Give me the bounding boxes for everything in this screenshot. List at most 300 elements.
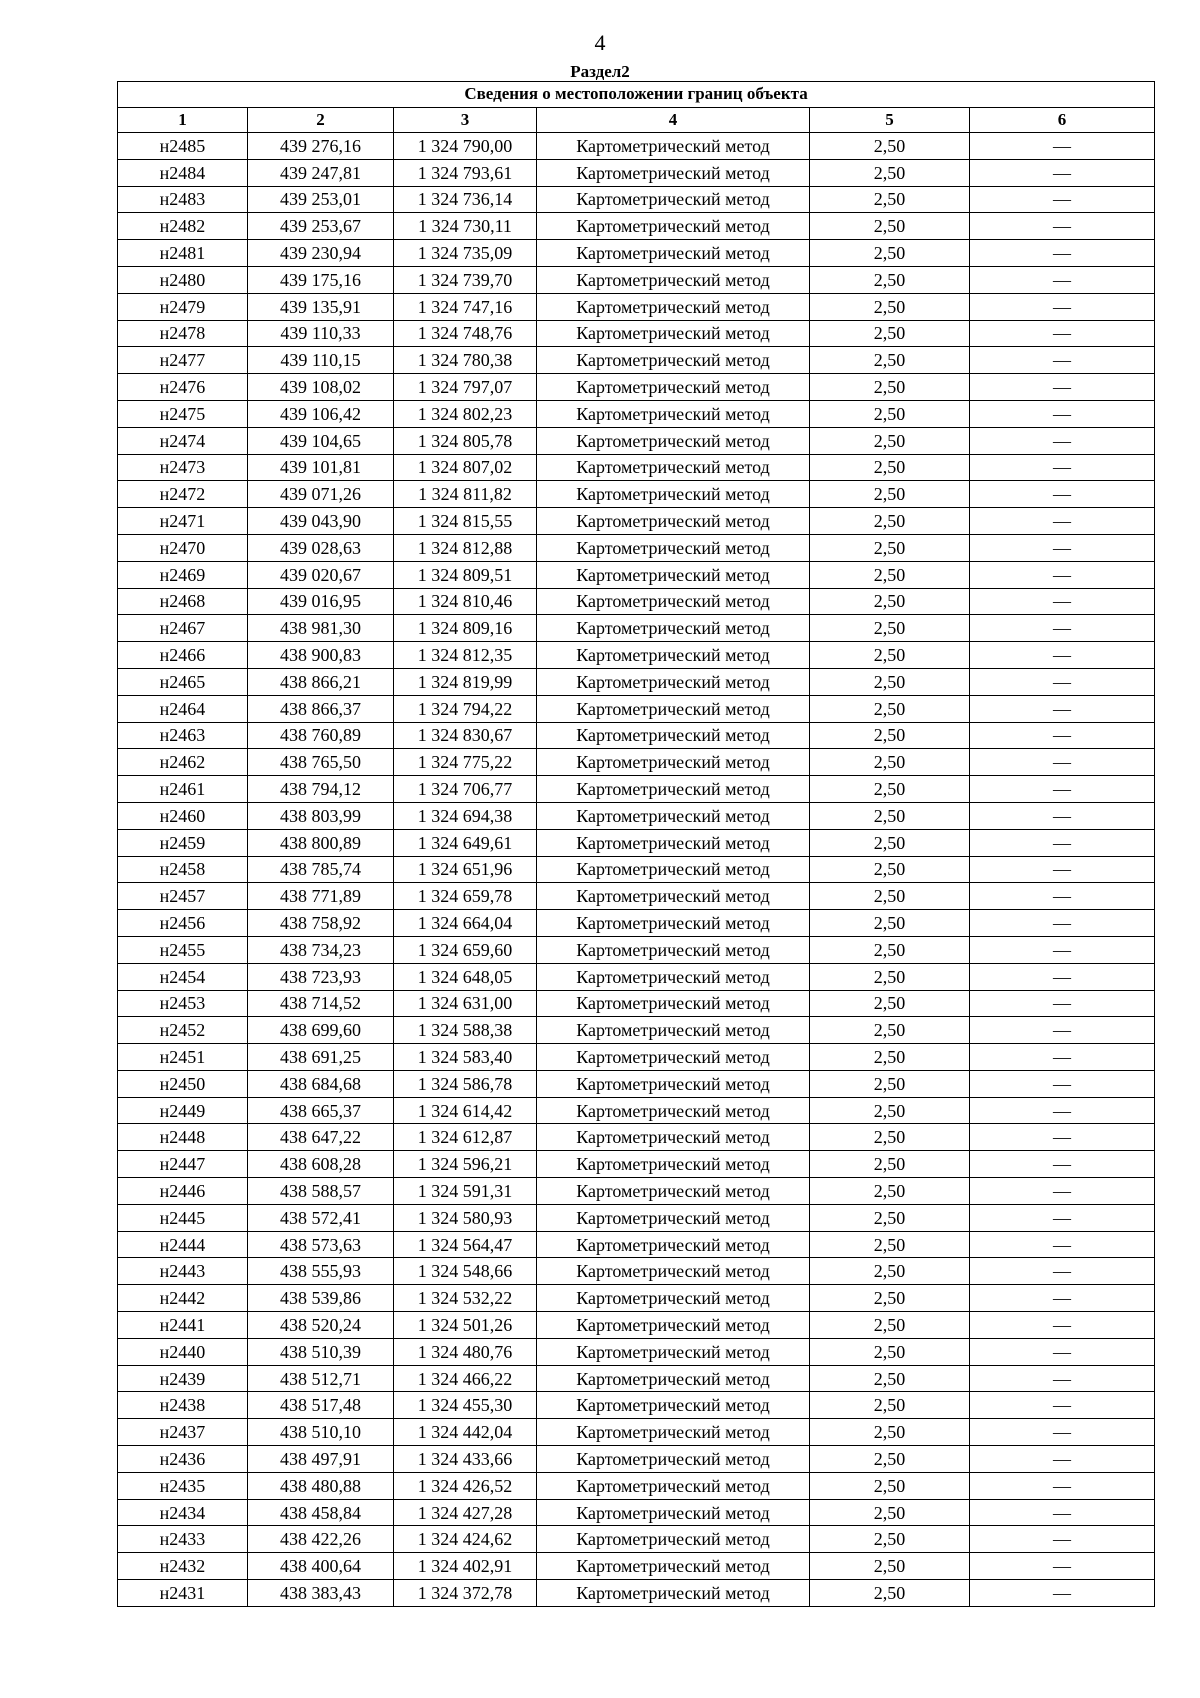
y-coordinate-cell: 1 324 797,07 xyxy=(394,374,537,401)
description-cell: — xyxy=(970,1392,1155,1419)
table-row xyxy=(118,1392,1155,1419)
accuracy-cell: 2,50 xyxy=(810,802,970,829)
x-coordinate-cell: 438 497,91 xyxy=(248,1446,394,1473)
point-id-cell: н2462 xyxy=(118,749,248,776)
point-id-cell: н2445 xyxy=(118,1204,248,1231)
accuracy-cell: 2,50 xyxy=(810,668,970,695)
x-coordinate-cell: 438 760,89 xyxy=(248,722,394,749)
y-coordinate-cell: 1 324 730,11 xyxy=(394,213,537,240)
point-id-cell: н2442 xyxy=(118,1285,248,1312)
description-cell: — xyxy=(970,776,1155,803)
y-coordinate-cell: 1 324 811,82 xyxy=(394,481,537,508)
x-coordinate-cell: 439 108,02 xyxy=(248,374,394,401)
accuracy-cell: 2,50 xyxy=(810,561,970,588)
method-cell: Картометрический метод xyxy=(537,1044,810,1071)
method-cell: Картометрический метод xyxy=(537,159,810,186)
point-id-cell: н2484 xyxy=(118,159,248,186)
point-id-cell: н2431 xyxy=(118,1580,248,1607)
x-coordinate-cell: 438 800,89 xyxy=(248,829,394,856)
description-cell: — xyxy=(970,1553,1155,1580)
point-id-cell: н2476 xyxy=(118,374,248,401)
section-title: Раздел2 xyxy=(570,62,630,81)
method-cell: Картометрический метод xyxy=(537,615,810,642)
column-header: 6 xyxy=(970,107,1155,133)
description-cell: — xyxy=(970,454,1155,481)
x-coordinate-cell: 438 691,25 xyxy=(248,1044,394,1071)
description-cell: — xyxy=(970,1365,1155,1392)
y-coordinate-cell: 1 324 805,78 xyxy=(394,427,537,454)
table-row xyxy=(118,749,1155,776)
description-cell: — xyxy=(970,1285,1155,1312)
accuracy-cell: 2,50 xyxy=(810,374,970,401)
accuracy-cell: 2,50 xyxy=(810,642,970,669)
method-cell: Картометрический метод xyxy=(537,802,810,829)
table-row xyxy=(118,963,1155,990)
y-coordinate-cell: 1 324 427,28 xyxy=(394,1499,537,1526)
description-cell: — xyxy=(970,427,1155,454)
y-coordinate-cell: 1 324 775,22 xyxy=(394,749,537,776)
y-coordinate-cell: 1 324 651,96 xyxy=(394,856,537,883)
y-coordinate-cell: 1 324 794,22 xyxy=(394,695,537,722)
accuracy-cell: 2,50 xyxy=(810,481,970,508)
point-id-cell: н2468 xyxy=(118,588,248,615)
method-cell: Картометрический метод xyxy=(537,1017,810,1044)
y-coordinate-cell: 1 324 748,76 xyxy=(394,320,537,347)
y-coordinate-cell: 1 324 809,16 xyxy=(394,615,537,642)
method-cell: Картометрический метод xyxy=(537,668,810,695)
table-row xyxy=(118,1580,1155,1607)
method-cell: Картометрический метод xyxy=(537,1553,810,1580)
accuracy-cell: 2,50 xyxy=(810,1178,970,1205)
column-number-row xyxy=(118,107,1155,133)
y-coordinate-cell: 1 324 747,16 xyxy=(394,293,537,320)
method-cell: Картометрический метод xyxy=(537,1499,810,1526)
description-cell: — xyxy=(970,668,1155,695)
x-coordinate-cell: 438 588,57 xyxy=(248,1178,394,1205)
description-cell: — xyxy=(970,1526,1155,1553)
x-coordinate-cell: 439 028,63 xyxy=(248,534,394,561)
method-cell: Картометрический метод xyxy=(537,1178,810,1205)
accuracy-cell: 2,50 xyxy=(810,1258,970,1285)
description-cell: — xyxy=(970,159,1155,186)
accuracy-cell: 2,50 xyxy=(810,1070,970,1097)
method-cell: Картометрический метод xyxy=(537,1365,810,1392)
accuracy-cell: 2,50 xyxy=(810,910,970,937)
method-cell: Картометрический метод xyxy=(537,1124,810,1151)
x-coordinate-cell: 439 110,15 xyxy=(248,347,394,374)
description-cell: — xyxy=(970,883,1155,910)
y-coordinate-cell: 1 324 790,00 xyxy=(394,133,537,160)
point-id-cell: н2479 xyxy=(118,293,248,320)
accuracy-cell: 2,50 xyxy=(810,695,970,722)
y-coordinate-cell: 1 324 614,42 xyxy=(394,1097,537,1124)
accuracy-cell: 2,50 xyxy=(810,936,970,963)
description-cell: — xyxy=(970,722,1155,749)
x-coordinate-cell: 438 520,24 xyxy=(248,1312,394,1339)
accuracy-cell: 2,50 xyxy=(810,1472,970,1499)
description-cell: — xyxy=(970,561,1155,588)
table-row xyxy=(118,776,1155,803)
method-cell: Картометрический метод xyxy=(537,1231,810,1258)
x-coordinate-cell: 439 104,65 xyxy=(248,427,394,454)
accuracy-cell: 2,50 xyxy=(810,1526,970,1553)
method-cell: Картометрический метод xyxy=(537,1285,810,1312)
y-coordinate-cell: 1 324 815,55 xyxy=(394,508,537,535)
table-row xyxy=(118,186,1155,213)
table-row xyxy=(118,883,1155,910)
table-body xyxy=(118,133,1155,1607)
method-cell: Картометрический метод xyxy=(537,1151,810,1178)
x-coordinate-cell: 439 071,26 xyxy=(248,481,394,508)
column-header: 5 xyxy=(810,107,970,133)
accuracy-cell: 2,50 xyxy=(810,883,970,910)
accuracy-cell: 2,50 xyxy=(810,159,970,186)
accuracy-cell: 2,50 xyxy=(810,1392,970,1419)
point-id-cell: н2474 xyxy=(118,427,248,454)
table-row xyxy=(118,1419,1155,1446)
x-coordinate-cell: 438 647,22 xyxy=(248,1124,394,1151)
column-header: 3 xyxy=(394,107,537,133)
description-cell: — xyxy=(970,1499,1155,1526)
method-cell: Картометрический метод xyxy=(537,1338,810,1365)
point-id-cell: н2456 xyxy=(118,910,248,937)
point-id-cell: н2441 xyxy=(118,1312,248,1339)
method-cell: Картометрический метод xyxy=(537,829,810,856)
method-cell: Картометрический метод xyxy=(537,749,810,776)
y-coordinate-cell: 1 324 583,40 xyxy=(394,1044,537,1071)
description-cell: — xyxy=(970,1124,1155,1151)
accuracy-cell: 2,50 xyxy=(810,1365,970,1392)
point-id-cell: н2483 xyxy=(118,186,248,213)
table-row xyxy=(118,293,1155,320)
accuracy-cell: 2,50 xyxy=(810,1553,970,1580)
y-coordinate-cell: 1 324 810,46 xyxy=(394,588,537,615)
point-id-cell: н2467 xyxy=(118,615,248,642)
accuracy-cell: 2,50 xyxy=(810,1124,970,1151)
point-id-cell: н2459 xyxy=(118,829,248,856)
point-id-cell: н2482 xyxy=(118,213,248,240)
point-id-cell: н2457 xyxy=(118,883,248,910)
y-coordinate-cell: 1 324 694,38 xyxy=(394,802,537,829)
accuracy-cell: 2,50 xyxy=(810,1097,970,1124)
description-cell: — xyxy=(970,266,1155,293)
x-coordinate-cell: 438 765,50 xyxy=(248,749,394,776)
description-cell: — xyxy=(970,240,1155,267)
y-coordinate-cell: 1 324 548,66 xyxy=(394,1258,537,1285)
x-coordinate-cell: 438 400,64 xyxy=(248,1553,394,1580)
description-cell: — xyxy=(970,347,1155,374)
point-id-cell: н2475 xyxy=(118,400,248,427)
description-cell: — xyxy=(970,615,1155,642)
x-coordinate-cell: 438 758,92 xyxy=(248,910,394,937)
table-caption-row xyxy=(118,82,1155,108)
point-id-cell: н2473 xyxy=(118,454,248,481)
table-row xyxy=(118,695,1155,722)
y-coordinate-cell: 1 324 564,47 xyxy=(394,1231,537,1258)
accuracy-cell: 2,50 xyxy=(810,1044,970,1071)
table-row xyxy=(118,722,1155,749)
x-coordinate-cell: 438 981,30 xyxy=(248,615,394,642)
description-cell: — xyxy=(970,963,1155,990)
accuracy-cell: 2,50 xyxy=(810,186,970,213)
table-row xyxy=(118,561,1155,588)
y-coordinate-cell: 1 324 735,09 xyxy=(394,240,537,267)
method-cell: Картометрический метод xyxy=(537,508,810,535)
x-coordinate-cell: 439 101,81 xyxy=(248,454,394,481)
table-row xyxy=(118,668,1155,695)
y-coordinate-cell: 1 324 809,51 xyxy=(394,561,537,588)
accuracy-cell: 2,50 xyxy=(810,1338,970,1365)
y-coordinate-cell: 1 324 807,02 xyxy=(394,454,537,481)
accuracy-cell: 2,50 xyxy=(810,963,970,990)
table-row xyxy=(118,1151,1155,1178)
description-cell: — xyxy=(970,1204,1155,1231)
point-id-cell: н2439 xyxy=(118,1365,248,1392)
table-row xyxy=(118,802,1155,829)
method-cell: Картометрический метод xyxy=(537,1070,810,1097)
y-coordinate-cell: 1 324 736,14 xyxy=(394,186,537,213)
accuracy-cell: 2,50 xyxy=(810,266,970,293)
method-cell: Картометрический метод xyxy=(537,561,810,588)
point-id-cell: н2471 xyxy=(118,508,248,535)
method-cell: Картометрический метод xyxy=(537,1204,810,1231)
y-coordinate-cell: 1 324 480,76 xyxy=(394,1338,537,1365)
x-coordinate-cell: 438 539,86 xyxy=(248,1285,394,1312)
table-row xyxy=(118,1258,1155,1285)
x-coordinate-cell: 438 900,83 xyxy=(248,642,394,669)
y-coordinate-cell: 1 324 424,62 xyxy=(394,1526,537,1553)
table-row xyxy=(118,615,1155,642)
point-id-cell: н2472 xyxy=(118,481,248,508)
y-coordinate-cell: 1 324 466,22 xyxy=(394,1365,537,1392)
accuracy-cell: 2,50 xyxy=(810,320,970,347)
description-cell: — xyxy=(970,990,1155,1017)
method-cell: Картометрический метод xyxy=(537,722,810,749)
method-cell: Картометрический метод xyxy=(537,374,810,401)
method-cell: Картометрический метод xyxy=(537,883,810,910)
accuracy-cell: 2,50 xyxy=(810,1151,970,1178)
description-cell: — xyxy=(970,1446,1155,1473)
method-cell: Картометрический метод xyxy=(537,400,810,427)
description-cell: — xyxy=(970,1178,1155,1205)
point-id-cell: н2481 xyxy=(118,240,248,267)
x-coordinate-cell: 439 230,94 xyxy=(248,240,394,267)
x-coordinate-cell: 438 803,99 xyxy=(248,802,394,829)
x-coordinate-cell: 438 555,93 xyxy=(248,1258,394,1285)
y-coordinate-cell: 1 324 596,21 xyxy=(394,1151,537,1178)
point-id-cell: н2466 xyxy=(118,642,248,669)
y-coordinate-cell: 1 324 664,04 xyxy=(394,910,537,937)
y-coordinate-cell: 1 324 372,78 xyxy=(394,1580,537,1607)
description-cell: — xyxy=(970,1231,1155,1258)
y-coordinate-cell: 1 324 659,78 xyxy=(394,883,537,910)
table-row xyxy=(118,481,1155,508)
column-header: 4 xyxy=(537,107,810,133)
y-coordinate-cell: 1 324 588,38 xyxy=(394,1017,537,1044)
x-coordinate-cell: 439 135,91 xyxy=(248,293,394,320)
y-coordinate-cell: 1 324 580,93 xyxy=(394,1204,537,1231)
description-cell: — xyxy=(970,213,1155,240)
point-id-cell: н2485 xyxy=(118,133,248,160)
table-row xyxy=(118,374,1155,401)
accuracy-cell: 2,50 xyxy=(810,776,970,803)
description-cell: — xyxy=(970,829,1155,856)
point-id-cell: н2436 xyxy=(118,1446,248,1473)
x-coordinate-cell: 439 175,16 xyxy=(248,266,394,293)
y-coordinate-cell: 1 324 706,77 xyxy=(394,776,537,803)
point-id-cell: н2449 xyxy=(118,1097,248,1124)
description-cell: — xyxy=(970,1017,1155,1044)
point-id-cell: н2432 xyxy=(118,1553,248,1580)
x-coordinate-cell: 439 276,16 xyxy=(248,133,394,160)
point-id-cell: н2451 xyxy=(118,1044,248,1071)
description-cell: — xyxy=(970,695,1155,722)
table-row xyxy=(118,1285,1155,1312)
x-coordinate-cell: 438 771,89 xyxy=(248,883,394,910)
description-cell: — xyxy=(970,400,1155,427)
method-cell: Картометрический метод xyxy=(537,186,810,213)
page-number: 4 xyxy=(594,30,606,55)
accuracy-cell: 2,50 xyxy=(810,213,970,240)
accuracy-cell: 2,50 xyxy=(810,427,970,454)
table-row xyxy=(118,1070,1155,1097)
point-id-cell: н2478 xyxy=(118,320,248,347)
x-coordinate-cell: 439 253,01 xyxy=(248,186,394,213)
point-id-cell: н2480 xyxy=(118,266,248,293)
accuracy-cell: 2,50 xyxy=(810,615,970,642)
x-coordinate-cell: 438 573,63 xyxy=(248,1231,394,1258)
accuracy-cell: 2,50 xyxy=(810,1499,970,1526)
description-cell: — xyxy=(970,1419,1155,1446)
y-coordinate-cell: 1 324 433,66 xyxy=(394,1446,537,1473)
point-id-cell: н2477 xyxy=(118,347,248,374)
x-coordinate-cell: 438 480,88 xyxy=(248,1472,394,1499)
table-row xyxy=(118,856,1155,883)
x-coordinate-cell: 438 785,74 xyxy=(248,856,394,883)
x-coordinate-cell: 438 383,43 xyxy=(248,1580,394,1607)
table-row xyxy=(118,1338,1155,1365)
table-row xyxy=(118,213,1155,240)
point-id-cell: н2446 xyxy=(118,1178,248,1205)
description-cell: — xyxy=(970,642,1155,669)
method-cell: Картометрический метод xyxy=(537,1392,810,1419)
point-id-cell: н2461 xyxy=(118,776,248,803)
accuracy-cell: 2,50 xyxy=(810,293,970,320)
x-coordinate-cell: 439 110,33 xyxy=(248,320,394,347)
method-cell: Картометрический метод xyxy=(537,963,810,990)
table-row xyxy=(118,240,1155,267)
table-row xyxy=(118,990,1155,1017)
table-row xyxy=(118,320,1155,347)
accuracy-cell: 2,50 xyxy=(810,588,970,615)
table-row xyxy=(118,1124,1155,1151)
point-id-cell: н2465 xyxy=(118,668,248,695)
table-row xyxy=(118,829,1155,856)
y-coordinate-cell: 1 324 612,87 xyxy=(394,1124,537,1151)
y-coordinate-cell: 1 324 442,04 xyxy=(394,1419,537,1446)
accuracy-cell: 2,50 xyxy=(810,454,970,481)
method-cell: Картометрический метод xyxy=(537,320,810,347)
method-cell: Картометрический метод xyxy=(537,642,810,669)
x-coordinate-cell: 439 247,81 xyxy=(248,159,394,186)
y-coordinate-cell: 1 324 812,88 xyxy=(394,534,537,561)
description-cell: — xyxy=(970,508,1155,535)
accuracy-cell: 2,50 xyxy=(810,990,970,1017)
description-cell: — xyxy=(970,293,1155,320)
x-coordinate-cell: 438 572,41 xyxy=(248,1204,394,1231)
x-coordinate-cell: 439 016,95 xyxy=(248,588,394,615)
table-row xyxy=(118,427,1155,454)
description-cell: — xyxy=(970,133,1155,160)
point-id-cell: н2444 xyxy=(118,1231,248,1258)
description-cell: — xyxy=(970,1312,1155,1339)
y-coordinate-cell: 1 324 812,35 xyxy=(394,642,537,669)
boundary-coordinates-table xyxy=(117,81,1155,1607)
method-cell: Картометрический метод xyxy=(537,1419,810,1446)
accuracy-cell: 2,50 xyxy=(810,1017,970,1044)
table-row xyxy=(118,1472,1155,1499)
table-row xyxy=(118,534,1155,561)
description-cell: — xyxy=(970,1472,1155,1499)
point-id-cell: н2440 xyxy=(118,1338,248,1365)
table-row xyxy=(118,347,1155,374)
method-cell: Картометрический метод xyxy=(537,1312,810,1339)
description-cell: — xyxy=(970,534,1155,561)
table-row xyxy=(118,266,1155,293)
y-coordinate-cell: 1 324 780,38 xyxy=(394,347,537,374)
x-coordinate-cell: 438 866,37 xyxy=(248,695,394,722)
description-cell: — xyxy=(970,588,1155,615)
table-row xyxy=(118,1553,1155,1580)
point-id-cell: н2433 xyxy=(118,1526,248,1553)
description-cell: — xyxy=(970,320,1155,347)
x-coordinate-cell: 438 517,48 xyxy=(248,1392,394,1419)
point-id-cell: н2454 xyxy=(118,963,248,990)
x-coordinate-cell: 438 714,52 xyxy=(248,990,394,1017)
x-coordinate-cell: 438 734,23 xyxy=(248,936,394,963)
y-coordinate-cell: 1 324 591,31 xyxy=(394,1178,537,1205)
x-coordinate-cell: 438 723,93 xyxy=(248,963,394,990)
method-cell: Картометрический метод xyxy=(537,1446,810,1473)
description-cell: — xyxy=(970,1258,1155,1285)
point-id-cell: н2463 xyxy=(118,722,248,749)
y-coordinate-cell: 1 324 830,67 xyxy=(394,722,537,749)
x-coordinate-cell: 439 253,67 xyxy=(248,213,394,240)
method-cell: Картометрический метод xyxy=(537,695,810,722)
x-coordinate-cell: 438 510,39 xyxy=(248,1338,394,1365)
table-row xyxy=(118,159,1155,186)
description-cell: — xyxy=(970,802,1155,829)
method-cell: Картометрический метод xyxy=(537,856,810,883)
table-row xyxy=(118,1178,1155,1205)
y-coordinate-cell: 1 324 402,91 xyxy=(394,1553,537,1580)
method-cell: Картометрический метод xyxy=(537,293,810,320)
y-coordinate-cell: 1 324 532,22 xyxy=(394,1285,537,1312)
point-id-cell: н2453 xyxy=(118,990,248,1017)
x-coordinate-cell: 438 608,28 xyxy=(248,1151,394,1178)
description-cell: — xyxy=(970,910,1155,937)
method-cell: Картометрический метод xyxy=(537,936,810,963)
table-row xyxy=(118,1499,1155,1526)
table-caption: Сведения о местоположении границ объекта xyxy=(118,82,1155,108)
y-coordinate-cell: 1 324 802,23 xyxy=(394,400,537,427)
y-coordinate-cell: 1 324 426,52 xyxy=(394,1472,537,1499)
accuracy-cell: 2,50 xyxy=(810,400,970,427)
point-id-cell: н2452 xyxy=(118,1017,248,1044)
table-row xyxy=(118,454,1155,481)
accuracy-cell: 2,50 xyxy=(810,1312,970,1339)
table-row xyxy=(118,642,1155,669)
